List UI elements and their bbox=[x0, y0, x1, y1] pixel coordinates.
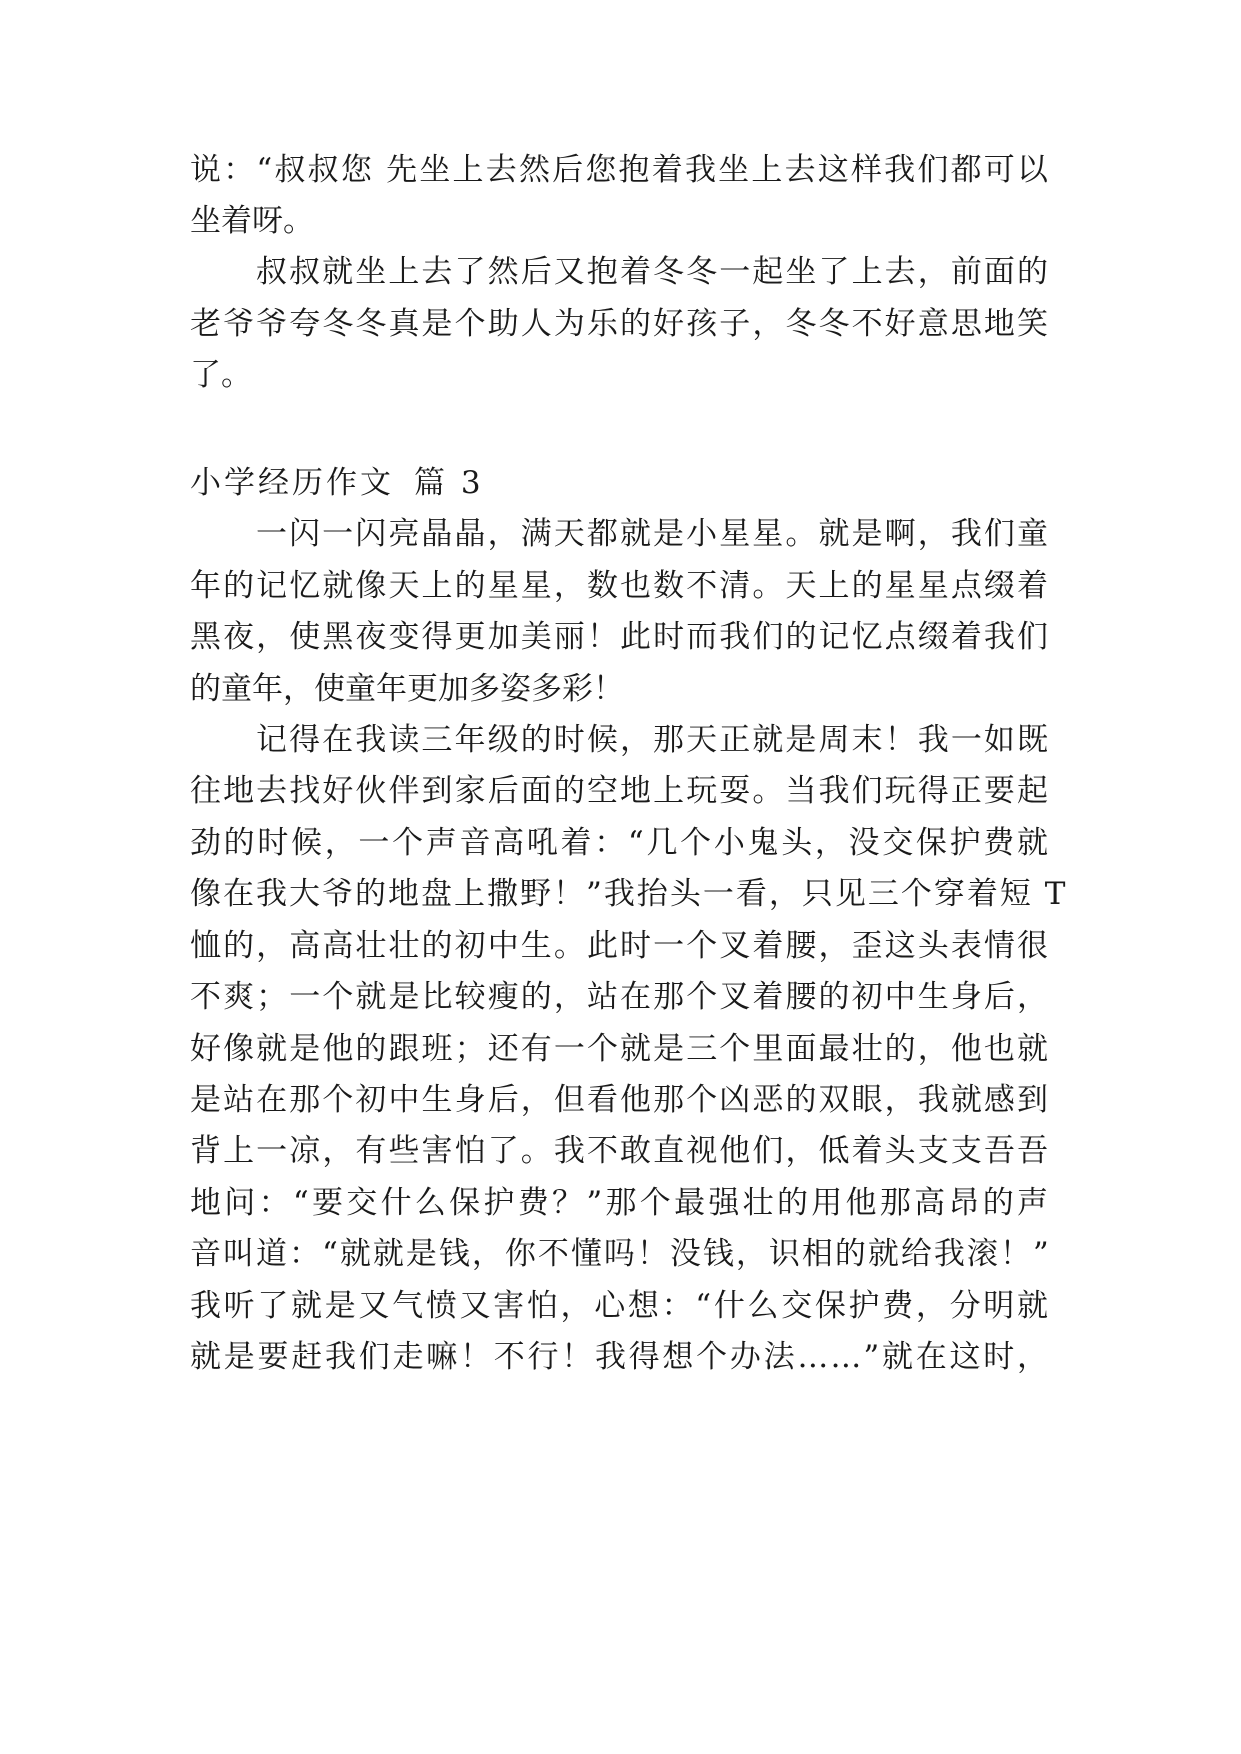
text-line: 坐着呀。 bbox=[190, 203, 314, 239]
text-line: 的童年，使童年更加多姿多彩！ bbox=[190, 671, 624, 707]
text-line: 一闪一闪亮晶晶，满天都就是小星星。就是啊，我们童 bbox=[256, 516, 1050, 552]
text-line: 是站在那个初中生身后，但看他那个凶恶的双眼，我就感到 bbox=[190, 1082, 1050, 1118]
text-line: 就是要赶我们走嘛！不行！我得想个办法……”就在这时， bbox=[190, 1339, 1050, 1375]
text-line: 劲的时候，一个声音高吼着：“几个小鬼头，没交保护费就 bbox=[190, 825, 1050, 861]
text-line: 像在我大爷的地盘上撒野！”我抬头一看，只见三个穿着短 T bbox=[190, 876, 1068, 912]
text-line: 老爷爷夸冬冬真是个助人为乐的好孩子，冬冬不好意思地笑 bbox=[190, 306, 1050, 342]
text-line: 往地去找好伙伴到家后面的空地上玩耍。当我们玩得正要起 bbox=[190, 773, 1050, 809]
text-line: 恤的，高高壮壮的初中生。此时一个叉着腰，歪这头表情很 bbox=[190, 928, 1050, 964]
text-line: 音叫道：“就就是钱，你不懂吗！没钱，识相的就给我滚！” bbox=[190, 1236, 1051, 1272]
text-line: 了。 bbox=[190, 357, 252, 393]
text-line: 说：“叔叔您 先坐上去然后您抱着我坐上去这样我们都可以 bbox=[190, 152, 1050, 188]
text-line: 地问：“要交什么保护费？”那个最强壮的用他那高昂的声 bbox=[190, 1185, 1050, 1221]
section-title: 小学经历作文 bbox=[190, 465, 394, 501]
section-number: 篇 3 bbox=[414, 465, 484, 501]
text-line: 我听了就是又气愤又害怕，心想：“什么交保护费，分明就 bbox=[190, 1288, 1050, 1324]
text-line: 年的记忆就像天上的星星，数也数不清。天上的星星点缀着 bbox=[190, 568, 1050, 604]
text-line: 不爽；一个就是比较瘦的，站在那个叉着腰的初中生身后， bbox=[190, 979, 1050, 1015]
section-heading bbox=[190, 463, 484, 503]
text-line: 黑夜，使黑夜变得更加美丽！此时而我们的记忆点缀着我们 bbox=[190, 619, 1050, 655]
text-line: 背上一凉，有些害怕了。我不敢直视他们，低着头支支吾吾 bbox=[190, 1133, 1050, 1169]
text-line: 好像就是他的跟班；还有一个就是三个里面最壮的，他也就 bbox=[190, 1031, 1050, 1067]
text-line: 叔叔就坐上去了然后又抱着冬冬一起坐了上去，前面的 bbox=[256, 254, 1050, 290]
text-line: 记得在我读三年级的时候，那天正就是周末！我一如既 bbox=[256, 722, 1050, 758]
